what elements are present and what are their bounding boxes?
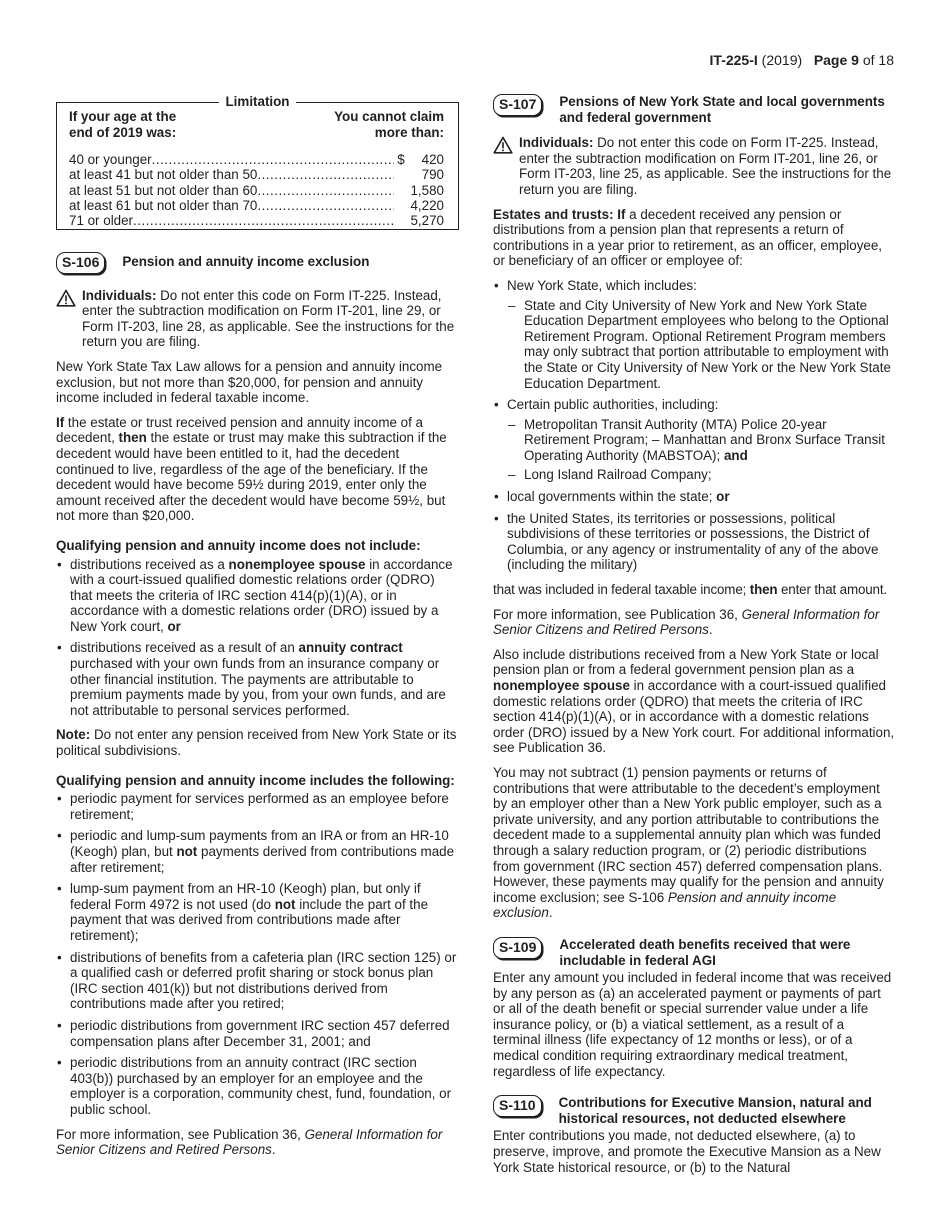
bold-text: nonemployee spouse xyxy=(493,678,630,693)
bold-text: nonemployee spouse xyxy=(228,556,366,572)
list-item: • the United States, its territories or possessions, political subdivisions of these territories or possessions, the District of Columbia, or any agency or instrumentality of any of the above (including the military) xyxy=(493,511,895,573)
warning-text-cont: Instead, enter the subtraction modification on Form IT-201, line 29, or Form IT-203, line 28, as applicable. See the instructions for the return you are filing. xyxy=(82,287,455,350)
text: purchased with your own funds from an insurance company or other financial institution. The payments are attributable to premium payments made by you, from your own funds, and are not attributable to personal services performed. xyxy=(70,656,446,718)
limitation-row xyxy=(69,167,444,182)
col-max-line1: You cannot claim xyxy=(334,109,444,124)
limitation-col-age xyxy=(69,109,176,140)
text: lump-sum payment from an HR-10 (Keogh) plan, but only if federal Form 4972 is not used (do xyxy=(70,881,421,912)
includes-heading: Qualifying pension and annuity income includes the following: xyxy=(56,772,455,788)
right-column xyxy=(493,92,895,1184)
publication-title: General Information for Senior Citizens and Retired Persons xyxy=(56,1126,443,1158)
col-age-line2: end of 2019 was: xyxy=(69,124,177,140)
limitation-row xyxy=(69,183,444,198)
limitation-table xyxy=(56,94,459,230)
bold-then: then xyxy=(749,582,778,598)
s107-heading xyxy=(493,92,895,125)
row-age-label: at least 41 but not older than 50 xyxy=(69,167,258,183)
row-age-label: 71 or older xyxy=(69,213,134,229)
s110-heading xyxy=(493,1093,895,1126)
text: . xyxy=(548,905,553,921)
currency-sign: $ xyxy=(397,152,405,168)
leader-dots xyxy=(257,167,394,183)
bold-text: annuity contract xyxy=(298,640,403,656)
leader-dots xyxy=(257,183,394,199)
code-badge-s110: S-110 xyxy=(493,1095,542,1117)
page-label: Page xyxy=(813,52,848,68)
list-item: • periodic distributions from government IRC section 457 deferred compensation plans after December 31, 2001; and xyxy=(56,1018,459,1049)
form-year: (2019) xyxy=(761,52,803,68)
row-age-label: at least 61 but not older than 70 xyxy=(69,198,258,214)
s107-may-not xyxy=(493,765,895,921)
bold-label: Estates and trusts: If xyxy=(493,206,626,222)
text: You may not subtract (1) pension payments or returns of contributions that were attributable to the decedent’s employment by an employer other than a New York public employer, such as a private university, and any portion attributable to contributions the decedent made to a supplemental annuity plan which was funded through a salary reduction program, or (2) periodic distributions from government (IRC section 457) deferred compensation plans. However, these payments may qualify for the pension and annuity income exclusion; see S-106 xyxy=(493,764,884,905)
text: enter that amount. xyxy=(777,582,887,598)
text: include the part of the payment that was derived from contributions made after retirement); xyxy=(70,896,429,943)
list-item: • periodic payment for services performed as an employee before retirement; xyxy=(56,791,459,822)
bold-not: not xyxy=(274,896,296,912)
not-include-list xyxy=(56,557,459,719)
warning-icon xyxy=(493,136,513,154)
left-column xyxy=(56,92,459,1167)
list-item xyxy=(493,489,895,505)
text: . xyxy=(271,1142,276,1158)
page-of: of 18 xyxy=(862,52,894,68)
s107-tail xyxy=(493,582,895,598)
list-item xyxy=(56,828,459,875)
text: . xyxy=(708,622,713,638)
sub-list xyxy=(507,298,895,392)
text: New York State, which includes: xyxy=(507,277,697,293)
list-item xyxy=(56,881,459,943)
limitation-table-header xyxy=(69,109,444,140)
list-item xyxy=(493,278,895,391)
s106-paragraph-1: New York State Tax Law allows for a pension and annuity income exclusion, but not more than $20,000, for pension and annuity income included in federal taxable income. xyxy=(56,358,443,406)
form-number: IT-225-I xyxy=(709,52,758,68)
s110-title: Contributions for Executive Mansion, natural and historical resources, not deducted elsewhere xyxy=(558,1095,872,1126)
text: the estate or trust may make this subtraction if the decedent would have been entitled to it, had the decedent continued to live, regardless of the age of the beneficiary. If the decedent would have become 59½ during 2019, enter only the amount received after the decedent would have become 59½, but not more than $20,000. xyxy=(56,430,447,524)
row-max-value: 790 xyxy=(421,167,444,183)
sub-list-item xyxy=(507,417,895,464)
text: For more information, see Publication 36, xyxy=(493,606,742,622)
col-max-line2: more than: xyxy=(374,124,444,140)
text: in accordance with a court-issued qualified domestic relations order (QDRO) that meets the criteria of IRC section 414(p)(1)(A), or in accordance with a domestic relations order (DRO) issued by a New York court, xyxy=(70,556,453,634)
text: local governments within the state; xyxy=(507,489,717,505)
text: distributions received as a result of an xyxy=(70,640,299,656)
warning-text-cont: Instead, enter the subtraction modification on Form IT-201, line 26, or Form IT-203, line 25, as applicable. See the instructions for the return you are filing. xyxy=(519,135,892,197)
bold-then: then xyxy=(118,430,147,446)
bold-or: or xyxy=(716,489,730,505)
s106-paragraph-2 xyxy=(56,415,459,524)
s106-heading xyxy=(56,252,459,274)
leader-dots xyxy=(257,198,394,214)
row-max-value: 420 xyxy=(421,152,444,168)
code-badge-s109: S-109 xyxy=(493,937,542,959)
text: in accordance with a court-issued qualified domestic relations order (QDRO) that meets the criteria of IRC section 414(p)(1)(A), or in accordance with a domestic relations order (DRO) issued by a New York court. For additional information, see Publication 36. xyxy=(493,678,895,756)
list-item: • periodic distributions from an annuity contract (IRC section 403(b)) purchased by an employer for an employee and the employer is a corporation, community chest, fund, foundation, or public school. xyxy=(56,1055,459,1117)
limitation-title: Limitation xyxy=(219,94,297,110)
bold-not: not xyxy=(176,844,198,859)
publication-title: General Information for Senior Citizens and Retired Persons xyxy=(493,606,880,638)
s107-list xyxy=(493,278,895,573)
code-badge-s107: S-107 xyxy=(493,94,542,116)
text: distributions received as a xyxy=(70,556,229,572)
col-age-line1: If your age at the xyxy=(69,109,177,124)
text: Also include distributions received from a New York State or local pension plan or from a federal government pension plan as a xyxy=(493,646,879,678)
includes-list xyxy=(56,791,459,1117)
limitation-row xyxy=(69,213,444,228)
list-item xyxy=(56,557,459,635)
limitation-row xyxy=(69,152,444,167)
warning-icon xyxy=(56,289,76,307)
row-max-value: 5,270 xyxy=(410,213,444,229)
s106-more-info xyxy=(56,1127,459,1158)
s109-heading xyxy=(493,935,895,968)
row-age-label: 40 or younger xyxy=(69,152,152,168)
s107-more-info xyxy=(493,607,895,638)
row-max-value: 4,220 xyxy=(410,198,444,214)
row-age-label: at least 51 but not older than 60 xyxy=(69,182,258,198)
warning-label: Individuals: xyxy=(519,135,594,151)
bold-and: and xyxy=(723,447,748,463)
s109-title: Accelerated death benefits received that were includable in federal AGI xyxy=(559,936,851,968)
s107-warning xyxy=(493,135,895,197)
page-header xyxy=(710,53,894,69)
warning-text: Do not enter this code on Form IT-225. xyxy=(156,287,391,303)
italic-ref: Pension and annuity income exclusion xyxy=(493,889,837,921)
code-badge-s106: S-106 xyxy=(56,252,105,274)
sub-list-item: – State and City University of New York and New York State Education Department employees who belong to the Optional Retirement Program. Optional Retirement Program members may only subtract that portion attributable to employment with the State or City University of New York or the New York State Education Department. xyxy=(507,298,895,392)
list-item xyxy=(56,640,459,718)
leader-dots xyxy=(152,152,394,168)
sub-list-item: – Long Island Railroad Company; xyxy=(507,467,895,483)
limitation-row xyxy=(69,198,444,213)
s106-warning xyxy=(56,288,459,350)
text: that was included in federal taxable income; xyxy=(493,582,750,598)
s110-text: Enter contributions you made, not deducted elsewhere, (a) to preserve, improve, and promote the Executive Mansion as a New York State historical resource, or (b) to the Natural xyxy=(493,1128,881,1175)
bold-if: If xyxy=(56,414,65,430)
text: payments derived from contributions made after retirement; xyxy=(70,844,455,875)
s107-title: Pensions of New York State and local governments and federal government xyxy=(559,94,885,125)
text: For more information, see Publication 36, xyxy=(56,1126,305,1142)
s106-title: Pension and annuity income exclusion xyxy=(122,254,370,269)
note xyxy=(56,727,459,758)
s107-estates-trusts xyxy=(493,207,895,269)
sub-list xyxy=(507,417,895,483)
note-label: Note: xyxy=(56,727,91,743)
leader-dots xyxy=(133,213,394,229)
row-max-value: 1,580 xyxy=(410,182,444,198)
text: Metropolitan Transit Authority (MTA) Police 20-year Retirement Program; – Manhattan and Bronx Surface Transit Operating Authority (MABSTOA); xyxy=(524,416,885,463)
text: Certain public authorities, including: xyxy=(507,397,719,413)
warning-text: Do not enter this code on Form IT-225. xyxy=(593,135,828,151)
list-item: • distributions of benefits from a cafeteria plan (IRC section 125) or a qualified cash or deferred profit sharing or stock bonus plan (IRC section 401(k)) but not distributions derived from contributions made after you retired; xyxy=(56,950,459,1012)
s107-also-include xyxy=(493,647,895,756)
bold-or: or xyxy=(167,618,181,634)
not-include-heading: Qualifying pension and annuity income does not include: xyxy=(56,537,421,553)
limitation-col-max xyxy=(334,109,444,140)
note-text: Do not enter any pension received from New York State or its political subdivisions. xyxy=(56,727,457,759)
text: a decedent received any pension or distributions from a pension plan that represents a return of contributions in a year prior to retirement, as an officer, employee, or beneficiary of an officer or employee of: xyxy=(493,206,883,269)
list-item xyxy=(493,397,895,483)
text: periodic and lump-sum payments from an IRA or from an HR-10 (Keogh) plan, but xyxy=(70,828,449,859)
page-number: 9 xyxy=(851,52,859,68)
warning-label: Individuals: xyxy=(82,287,157,303)
text: the estate or trust received pension and annuity income of a decedent, xyxy=(56,414,423,446)
s109-text: Enter any amount you included in federal income that was received by any person as (a) an accelerated payment or payments of part or all of the death benefit or special surrender value under a life insurance policy, or (b) a viatical settlement, as a result of a terminal illness (life expectancy of 12 months or less), or of a medical condition requiring extraordinary medical treatment, regardless of life expectancy. xyxy=(493,970,892,1079)
